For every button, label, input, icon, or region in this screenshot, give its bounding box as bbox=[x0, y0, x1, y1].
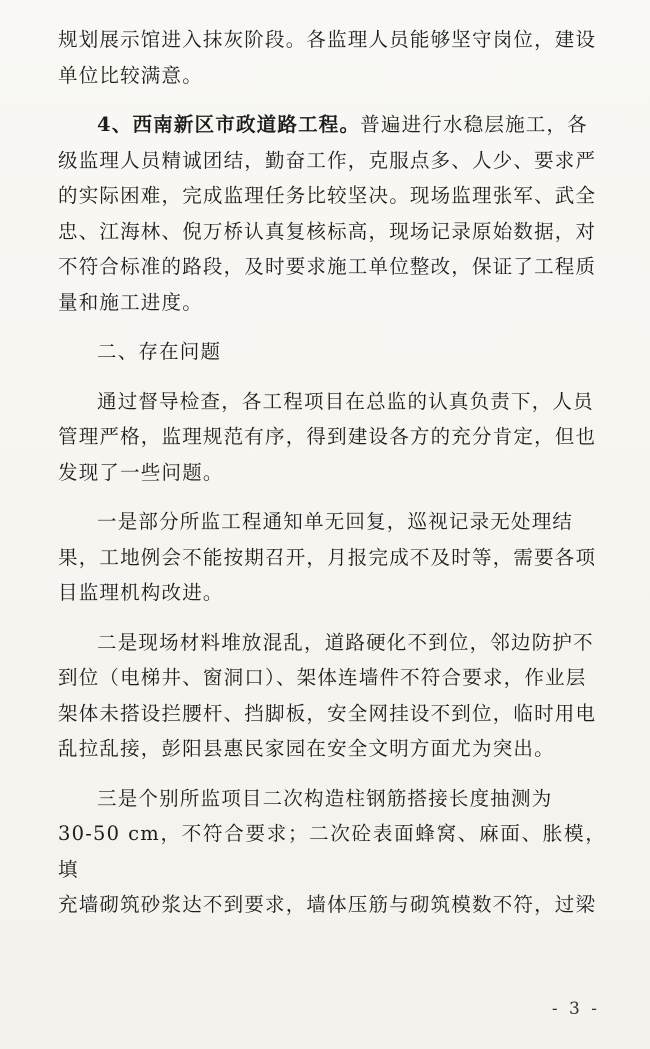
line: 目监理机构改进。 bbox=[58, 581, 224, 604]
line: 通过督导检查，各工程项目在总监的认真负责下，人员 bbox=[97, 389, 594, 413]
paragraph-2 bbox=[58, 107, 606, 320]
line: 不符合标准的路段，及时要求施工单位整改，保证了工程质 bbox=[58, 255, 597, 278]
section-title bbox=[58, 334, 606, 370]
line: 管理严格，监理规范有序，得到建设各方的充分肯定，但也 bbox=[58, 425, 597, 448]
paragraph-1 bbox=[58, 22, 606, 93]
line: 乱拉乱接，彭阳县惠民家园在安全文明方面尤为突出。 bbox=[58, 737, 555, 760]
page-number: - 3 - bbox=[551, 999, 600, 1019]
paragraph-3 bbox=[58, 384, 606, 491]
line: 二是现场材料堆放混乱，道路硬化不到位，邻边防护不 bbox=[97, 630, 594, 654]
line: 级监理人员精诚团结，勤奋工作，克服点多、人少、要求严 bbox=[58, 148, 597, 172]
paragraph-5 bbox=[58, 625, 606, 767]
line: 发现了一些问题。 bbox=[58, 460, 224, 484]
line: 规划展示馆进入抹灰阶段。各监理人员能够坚守岗位，建设 bbox=[58, 28, 597, 51]
line: 三是个别所监项目二次构造柱钢筋搭接长度抽测为 bbox=[97, 786, 553, 810]
line: 一是部分所监工程通知单无回复，巡视记录无处理结 bbox=[97, 510, 574, 533]
line: 的实际困难，完成监理任务比较坚决。现场监理张军、武全 bbox=[58, 184, 597, 207]
line: 30-50 cm，不符合要求；二次砼表面蜂窝、麻面、胀模，填 bbox=[58, 822, 606, 881]
line: 量和施工进度。 bbox=[58, 290, 203, 314]
paragraph-4 bbox=[58, 504, 606, 611]
line: 单位比较满意。 bbox=[58, 63, 203, 87]
section-heading: 4、西南新区市政道路工程。 bbox=[97, 113, 361, 136]
line: 到位（电梯井、窗洞口）、架体连墙件不符合要求，作业层 bbox=[58, 666, 587, 689]
line: 架体未搭设拦腰杆、挡脚板，安全网挂设不到位，临时用电 bbox=[58, 701, 597, 725]
line: 二、存在问题 bbox=[97, 340, 222, 363]
line: 果，工地例会不能按期召开，月报完成不及时等，需要各项 bbox=[58, 545, 597, 569]
line: 普遍进行水稳层施工，各 bbox=[360, 113, 588, 136]
paragraph-6 bbox=[58, 781, 606, 923]
line: 充墙砌筑砂浆达不到要求，墙体压筋与砌筑模数不符，过梁 bbox=[58, 893, 597, 916]
line: 忠、江海林、倪万桥认真复核标高，现场记录原始数据，对 bbox=[58, 219, 597, 243]
